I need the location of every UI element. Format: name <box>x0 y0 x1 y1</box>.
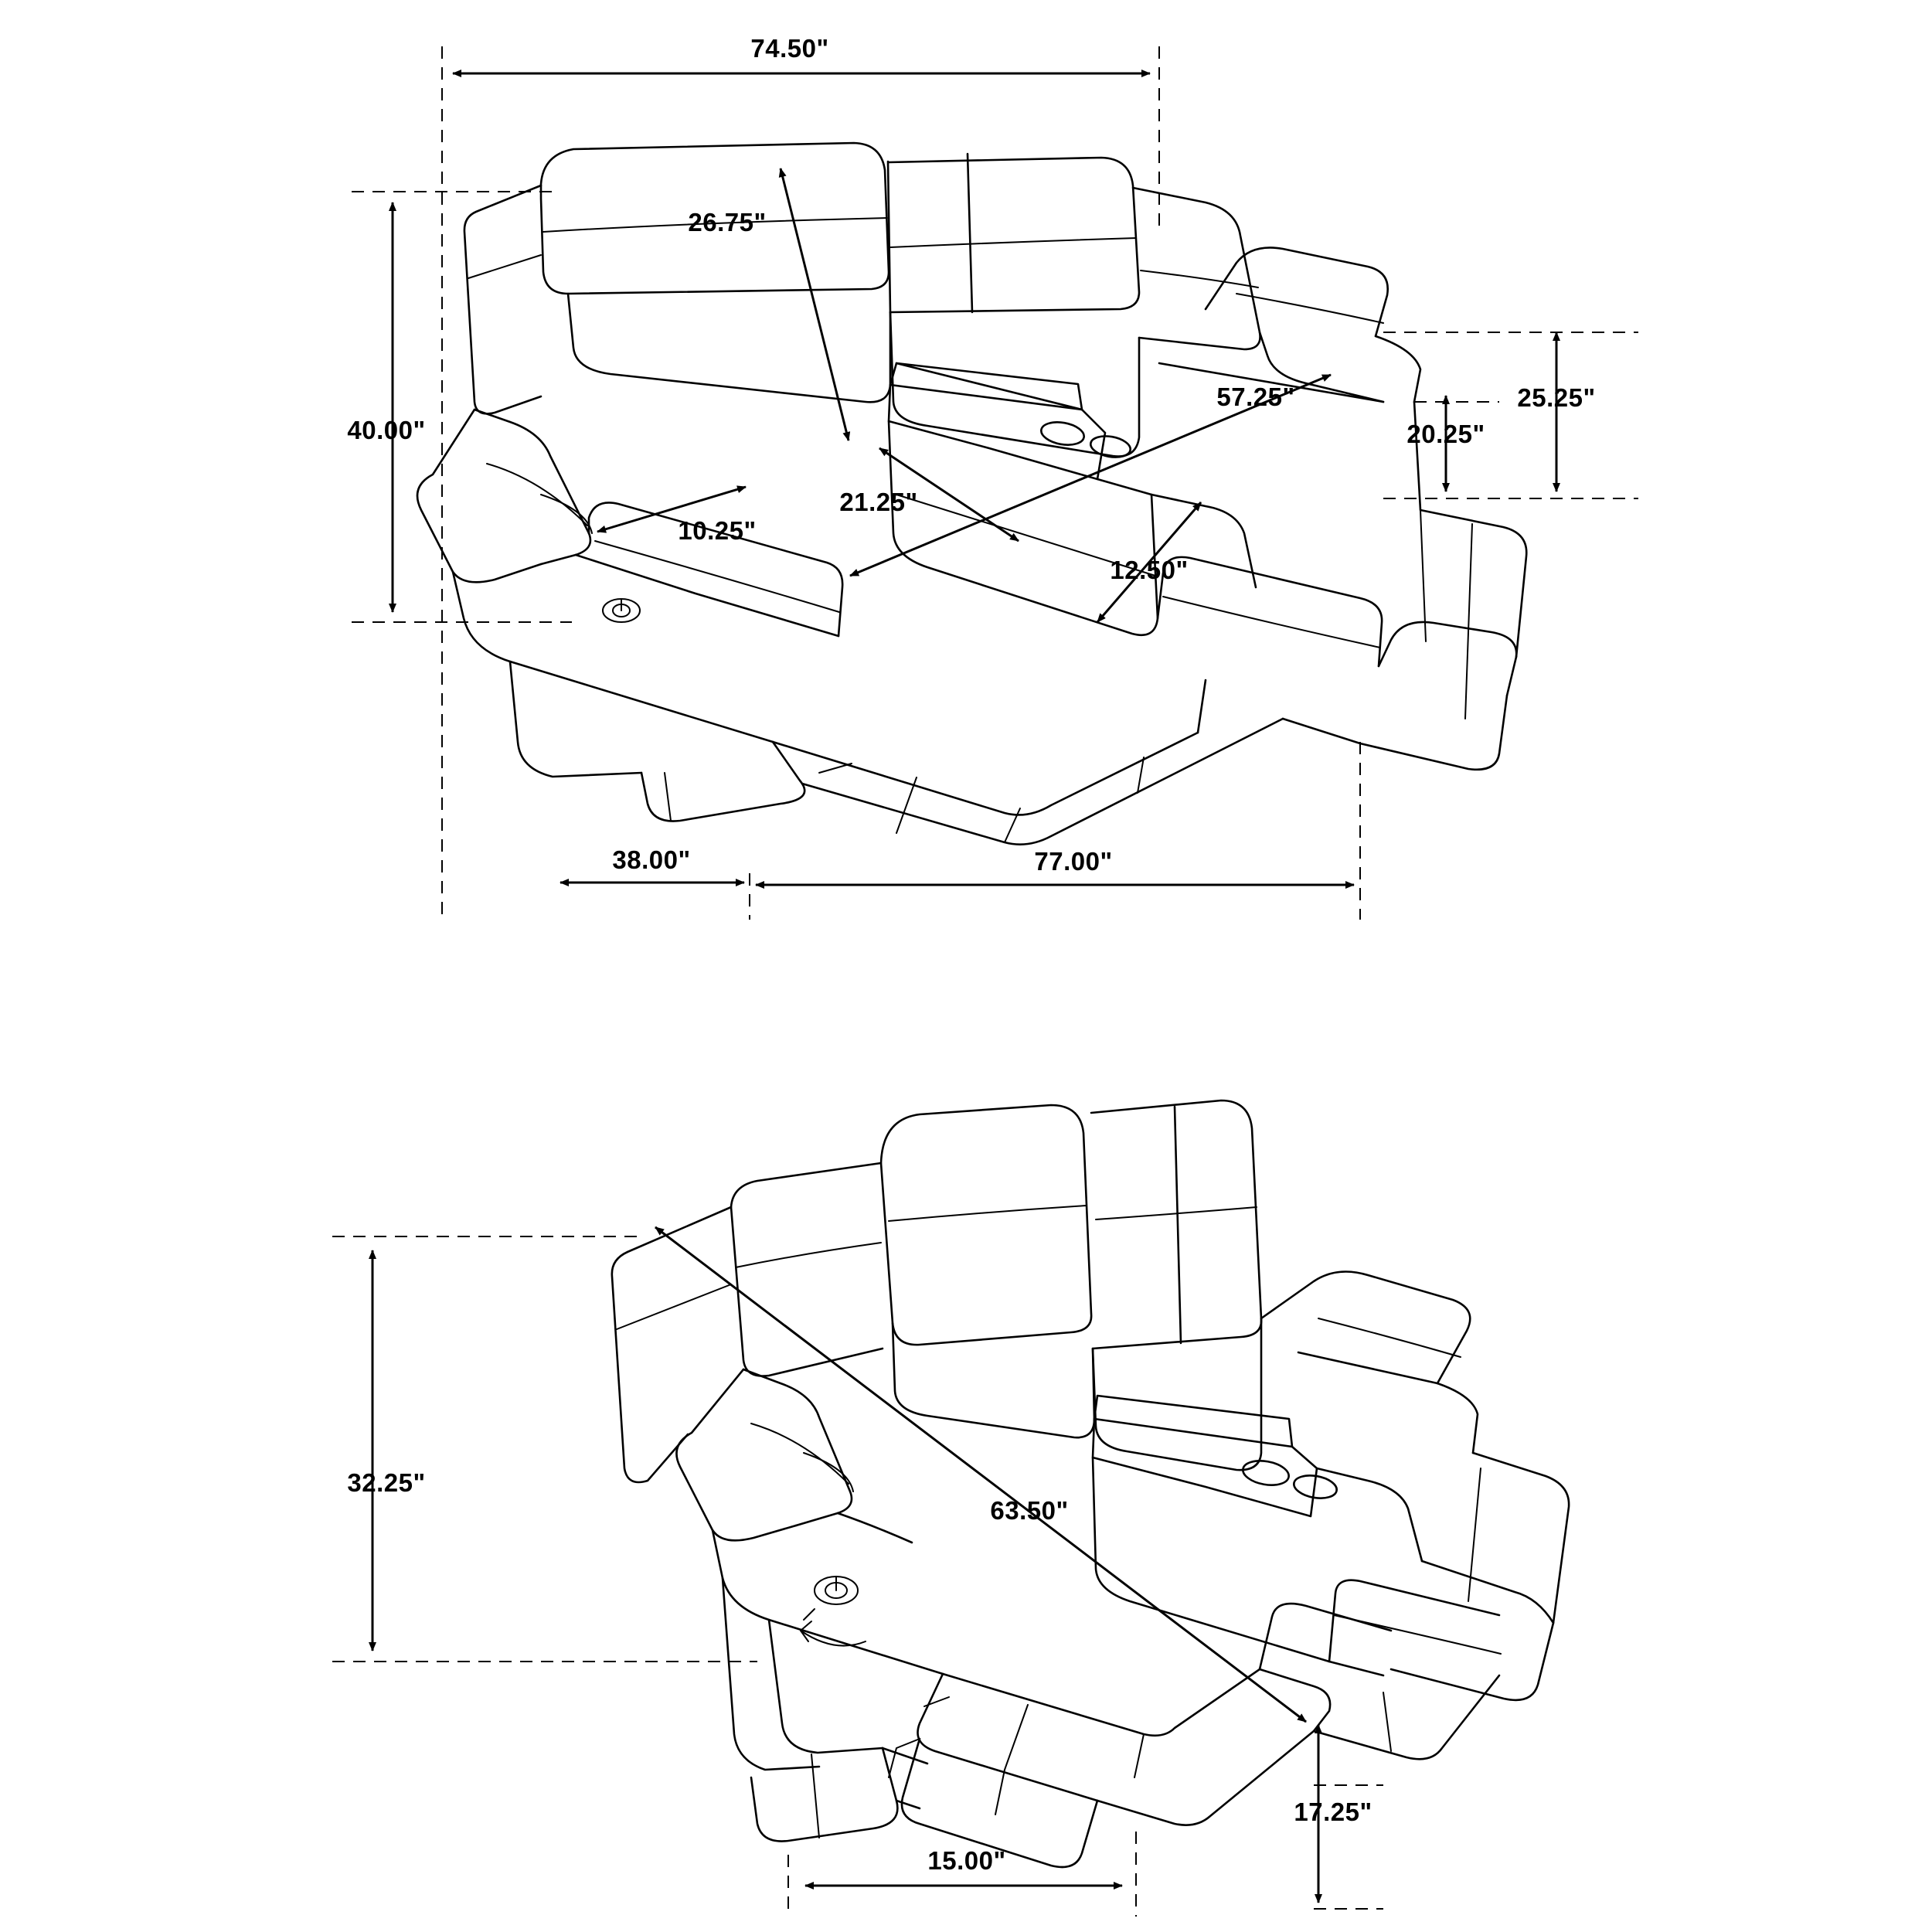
recliner-lever-icon <box>801 1577 866 1646</box>
dim-label-side-depth: 38.00" <box>612 845 691 874</box>
recliner-handle-icon <box>603 599 640 622</box>
dim-label-overall-length-bottom: 77.00" <box>1034 847 1113 876</box>
reclined-view-dimensions <box>332 1227 1383 1917</box>
sofa-reclined-illustration <box>612 1100 1569 1867</box>
dim-label-back-top-height: 25.25" <box>1517 383 1596 412</box>
dim-label-arm-width: 10.25" <box>678 516 757 545</box>
dim-label-overall-height: 40.00" <box>347 416 426 444</box>
dim-label-reclined-depth: 63.50" <box>990 1496 1069 1525</box>
dim-label-back-height: 26.75" <box>688 208 767 236</box>
dim-label-seat-width: 57.25" <box>1216 383 1295 411</box>
dim-label-arm-height: 20.25" <box>1406 420 1485 448</box>
dim-label-footrest-height: 17.25" <box>1294 1798 1372 1826</box>
dim-label-overall-width-top: 74.50" <box>750 34 829 63</box>
sofa-upright-illustration <box>417 143 1526 845</box>
dim-label-footrest-extension: 15.00" <box>927 1846 1006 1875</box>
upright-view-dimensions <box>352 46 1638 920</box>
dim-label-seat-height-front: 12.50" <box>1110 556 1189 584</box>
dim-label-seat-depth: 21.25" <box>839 488 918 516</box>
dim-label-reclined-height: 32.25" <box>347 1468 426 1497</box>
